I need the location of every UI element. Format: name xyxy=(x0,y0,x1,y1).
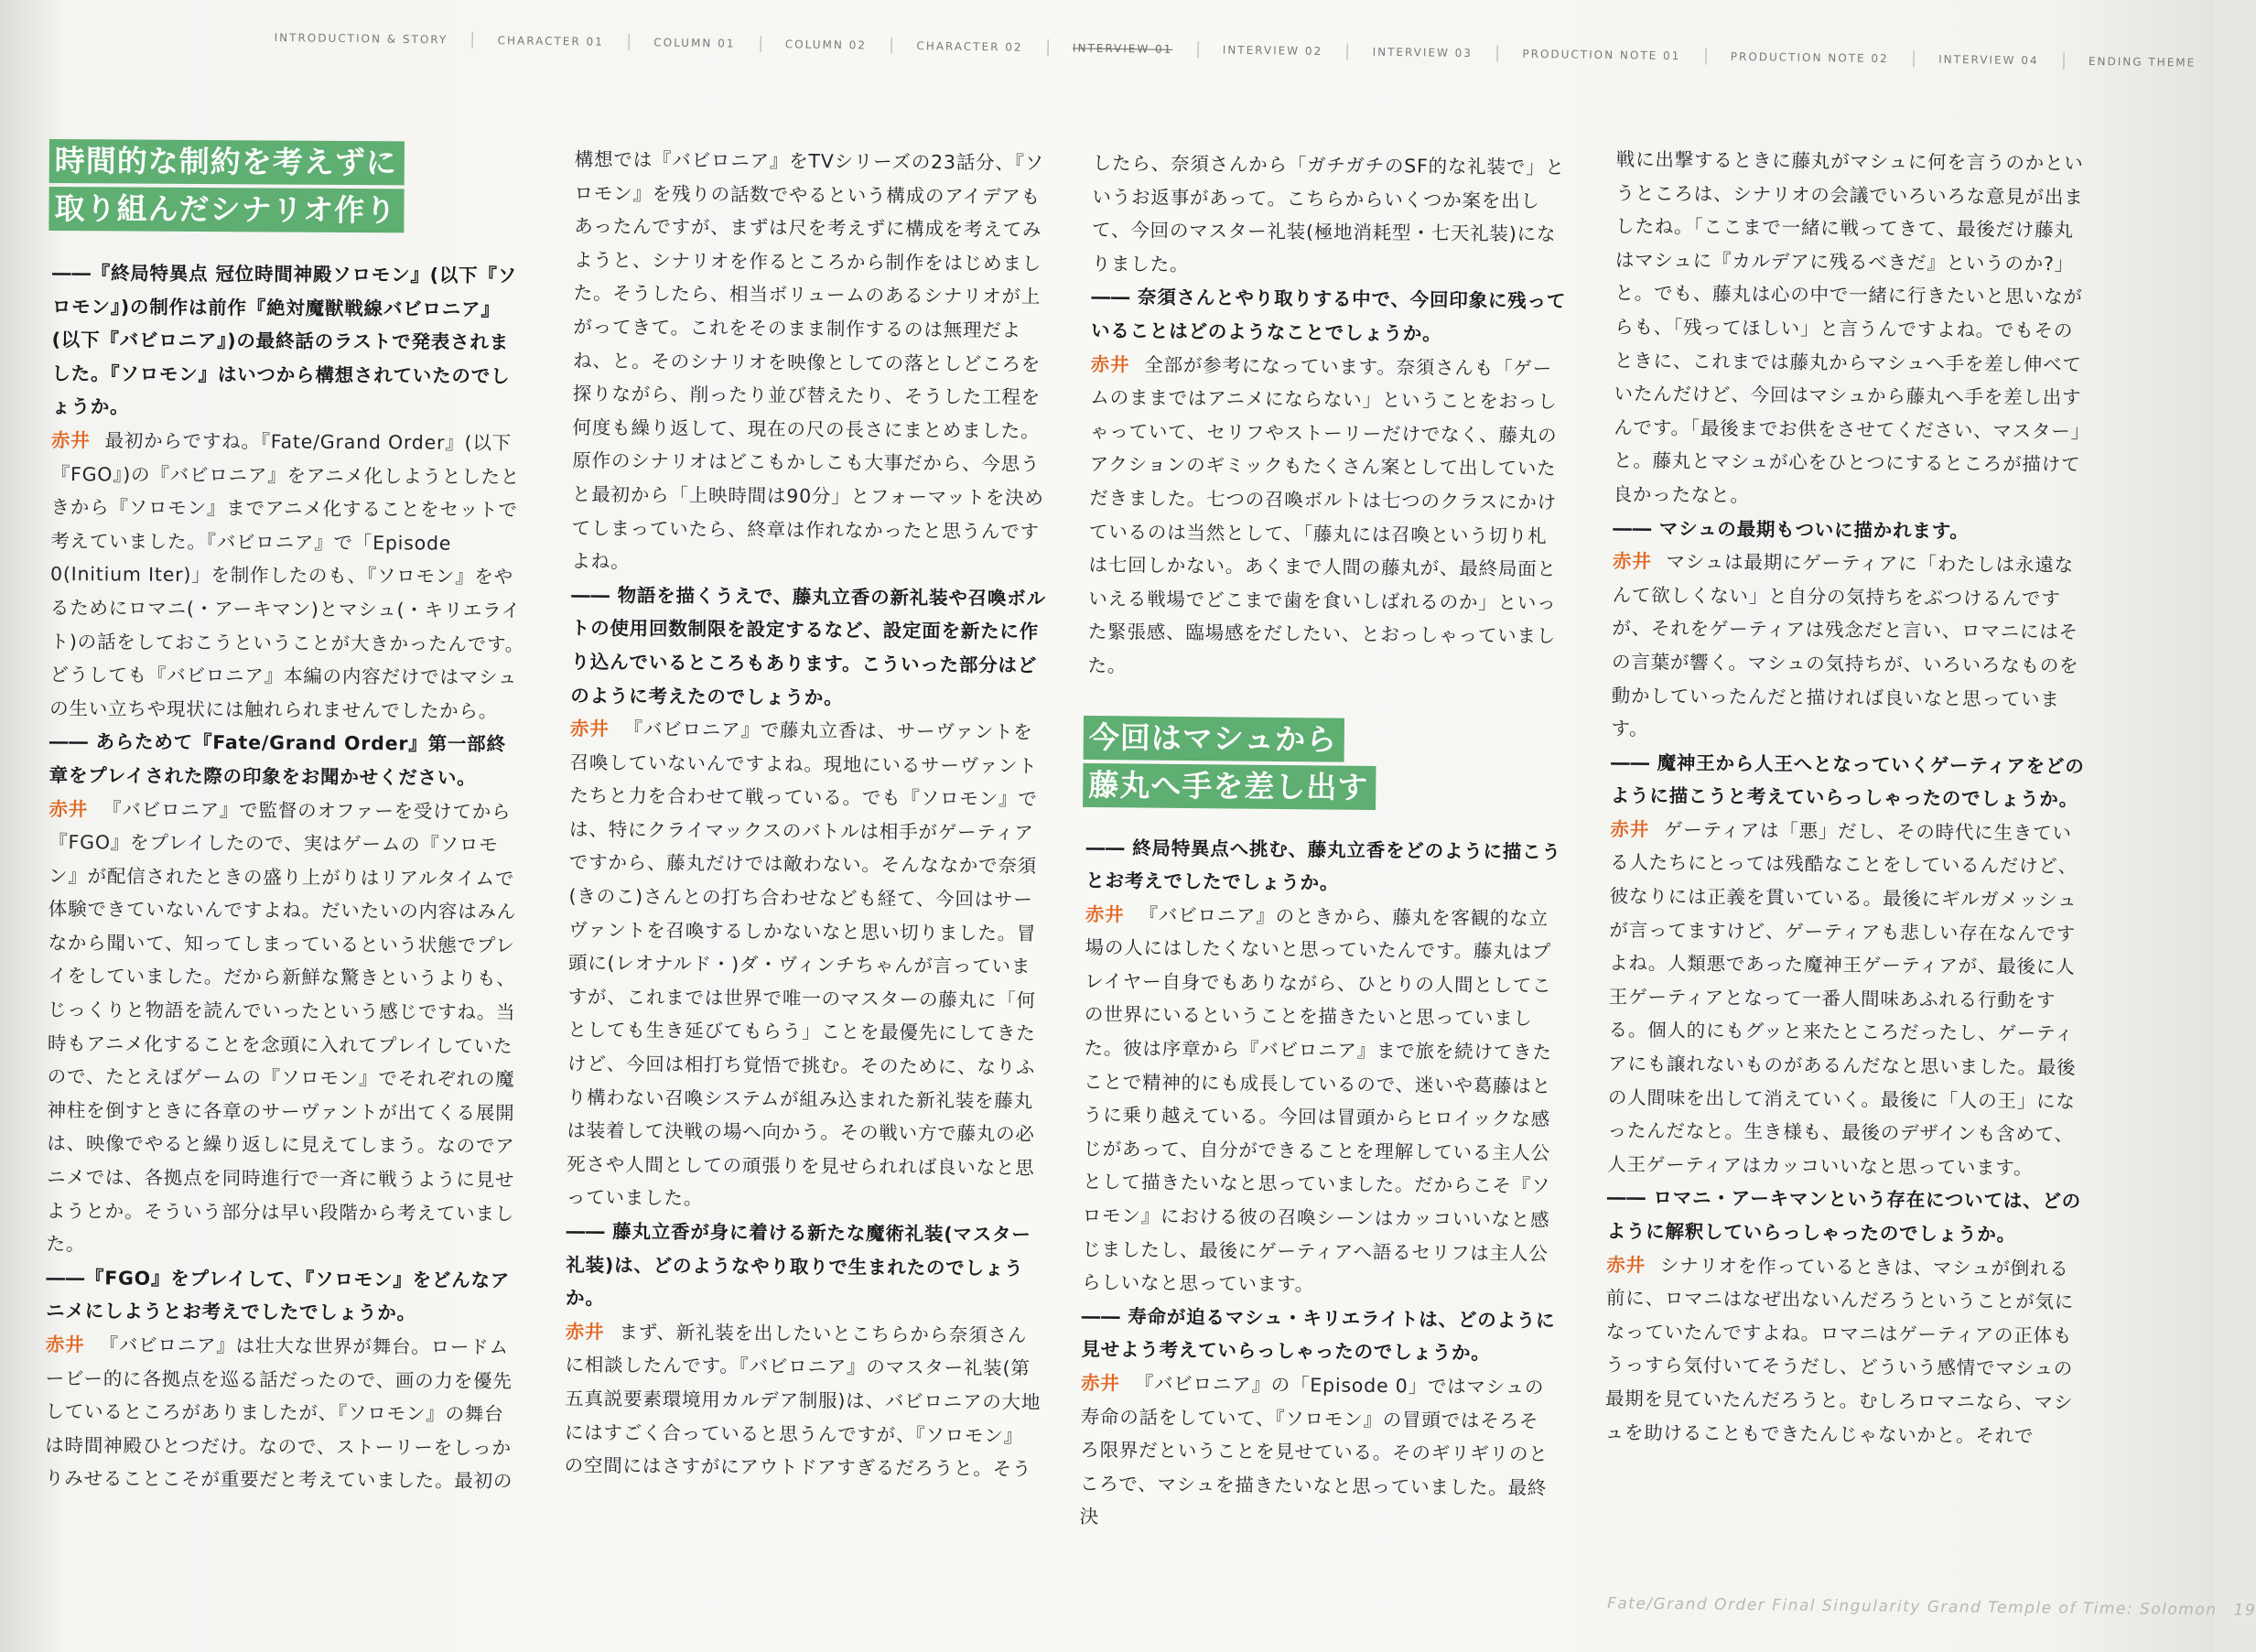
speaker-name: 赤井 xyxy=(569,718,610,740)
page-footer xyxy=(1607,1594,2256,1619)
section-headline-2 xyxy=(1083,715,1563,815)
nav-divider xyxy=(472,32,473,49)
nav-column-01[interactable]: COLUMN 01 xyxy=(653,36,736,50)
nav-character-02[interactable]: CHARACTER 02 xyxy=(916,39,1023,54)
nav-divider xyxy=(2063,53,2064,70)
answer-text: 全部が参考になっています。奈須さんも「ゲームのままではアニメにならない」ということをおっしゃっていて、セリフやストーリーだけでなく、藤丸のアクションのギミックもたくさん案として出していただきました。七つの召喚ボルトは七つのクラスにかけているのは当然として、「藤丸には召喚という切り札は七回しかない。あくまで人間の藤丸が、最終局面といえる戦場でどこまで歯を食いしばれるのか」といった緊張感、臨場感をだしたい、とおっしゃっていました。 xyxy=(1087,353,1558,677)
headline-line: 時間的な制約を考えずに xyxy=(49,139,405,185)
nav-production-note-01[interactable]: PRODUCTION NOTE 01 xyxy=(1522,47,1681,63)
speaker-name: 赤井 xyxy=(1606,1253,1646,1276)
footer-title: Fate/Grand Order Final Singularity Grand Temple of Time: Solomon xyxy=(1606,1594,2218,1620)
headline-line: 藤丸へ手を差し出す xyxy=(1083,762,1376,809)
speaker-name: 赤井 xyxy=(1090,352,1130,375)
answer-text: 『バビロニア』は壮大な世界が舞台。ロードムービー的に各拠点を巡る話だったので、画の力を優先しているところがありましたが、『ソロモン』の舞台は時間神殿ひとつだけ。なので、ストーリーをしっかりみせることこそが重要だと考えていました。最初の xyxy=(44,1333,513,1493)
nav-divider xyxy=(1347,43,1348,59)
interview-question: ―― 物語を描くうえで、藤丸立香の新礼装や召喚ボルトの使用回数制限を設定するなど、設定面を新たに作り込んでいるところもあります。こういった部分はどのように考えたのでしょうか。 xyxy=(570,583,1046,708)
interview-answer xyxy=(1607,813,2086,1185)
interview-answer xyxy=(49,424,527,729)
answer-text: まず、新礼装を出したいとこちらから奈須さんに相談したんです。『バビロニア』のマスター礼装(第五真説要素環境用カルデア制服)は、バビロニアの大地にはすごく合っていると思うんですが、『ソロモン』の空間にはさすがにアウトドアすぎるだろうと。そう xyxy=(564,1321,1042,1481)
interview-question: ――『終局特異点 冠位時間神殿ソロモン』(以下『ソロモン』)の制作は前作『絶対魔獣戦線バビロニア』(以下『バビロニア』)の最終話のラストで発表されました。『ソロモン』はいつから構想されていたのでしょうか。 xyxy=(51,261,518,418)
answer-text: マシュは最期にゲーティアに「わたしは永遠なんて欲しくない」と自分の気持ちをぶつけるんですが、それをゲーティアは残念だと言い、ロマニにはその言葉が響く。マシュの気持ちが、いろいろなものを動かしていったんだと描ければ良いなと思っています。 xyxy=(1611,550,2079,740)
nav-introduction-story[interactable]: INTRODUCTION & STORY xyxy=(274,30,448,47)
answer-text: 『バビロニア』の「Episode 0」ではマシュの寿命の話をしていて、『ソロモン』の冒頭ではそろそろ限界だということを見せている。そのギリギリのところで、マシュを描きたいなと思っていました。最終決 xyxy=(1079,1372,1549,1528)
answer-text: 『バビロニア』のときから、藤丸を客観的な立場の人にはしたくないと思っていたんです。藤丸はプレイヤー自身でもありながら、ひとりの人間としてこの世界にいるということを描きたいと思っていました。彼は序章から『バビロニア』まで旅を続けてきたことで精神的にも成長しているので、迷いや葛藤はとうに乗り越えている。今回は冒頭からヒロイックな感じがあって、自分ができることを理解している主人公として描きたいなと思っていました。だからこそ『ソロモン』における彼の召喚シーンはカッコいいなと感じましたし、最後にゲーティアへ語るセリフは主人公らしいなと思っています。 xyxy=(1081,903,1552,1296)
interview-question: ―― 藤丸立香が身に着ける新たな魔術礼装(マスター礼装)は、どのようなやり取りで生まれたのでしょうか。 xyxy=(565,1219,1031,1310)
interview-question: ―― 終局特異点へ挑む、藤丸立香をどのように描こうとお考えでしたでしょうか。 xyxy=(1085,836,1561,894)
interview-answer xyxy=(1079,1366,1557,1539)
nav-interview-01-current[interactable]: INTERVIEW 01 xyxy=(1072,41,1173,56)
interview-question: ―― 寿命が迫るマシュ・キリエライトは、どのように見せよう考えていらっしゃったのでしょうか。 xyxy=(1081,1304,1556,1365)
interview-question: ―― 魔神王から人王へとなっていくゲーティアをどのように描こうと考えていらっしゃったのでしょうか。 xyxy=(1610,750,2085,811)
nav-production-note-02[interactable]: PRODUCTION NOTE 02 xyxy=(1730,49,1889,66)
nav-divider xyxy=(628,34,629,50)
headline-line: 取り組んだシナリオ作り xyxy=(49,187,404,232)
interview-answer xyxy=(46,792,524,1263)
nav-divider xyxy=(760,36,761,52)
text-column-4 xyxy=(1605,143,2092,1453)
interview-answer xyxy=(45,1328,522,1498)
interview-question: ―― マシュの最期もついに描かれます。 xyxy=(1613,516,1970,542)
nav-divider xyxy=(891,38,892,54)
nav-divider xyxy=(1913,50,1914,67)
nav-divider xyxy=(1705,48,1706,64)
interview-question: ―― ロマニ・アーキマンという存在については、どのように解釈していらっしゃったのでしょうか。 xyxy=(1606,1186,2082,1246)
text-column-1 xyxy=(45,135,529,1498)
interview-answer xyxy=(1087,348,1566,687)
headline-line: 今回はマシュから xyxy=(1084,715,1345,761)
speaker-name: 赤井 xyxy=(565,1320,605,1344)
interview-answer xyxy=(567,712,1046,1218)
nav-interview-02[interactable]: INTERVIEW 02 xyxy=(1222,43,1323,58)
text-column-3 xyxy=(1079,146,1569,1539)
body-paragraph: 戦に出撃するときに藤丸がマシュに何を言うのかというところは、シナリオの会議でいろいろな意見が出ましたね。「ここまで一緒に戦ってきて、最後だけ藤丸はマシュに『カルデアに残るべきだ』というのか?」と。でも、藤丸は心の中で一緒に行きたいと思いながらも、「残ってほしい」と言うんですよね。でもそのときに、これまでは藤丸からマシュへ手を差し伸べていたんだけど、今回はマシュから藤丸へ手を差し出すんです。「最後までお供をさせてください、マスター」と。藤丸とマシュが心をひとつにするところが描けて良かったなと。 xyxy=(1613,147,2084,507)
text-column-2 xyxy=(565,143,1051,1486)
answer-text: ゲーティアは「悪」だし、その時代に生きている人たちにとっては残酷なことをしているんだけど、彼なりには正義を貫いている。最後にギルガメッシュが言ってますけど、ゲーティアも悲しい存在なんですよね。人類悪であった魔神王ゲーティアが、最後に人王ゲーティアとなって一番人間味あふれる行動をする。個人的にもグッと来たところだったし、ゲーティアにも譲れないものがあるんだなと思いました。最後の人間味を出して消えていく。最後に「人の王」になったんだなと。生き様も、最後のデザインも含めて、人王ゲーティアはカッコいいなと思っています。 xyxy=(1607,818,2078,1179)
nav-ending-theme[interactable]: ENDING THEME xyxy=(2088,54,2197,70)
interview-answer xyxy=(1605,1248,2083,1453)
section-nav xyxy=(274,15,2196,85)
interview-question: ―― あらためて『Fate/Grand Order』第一部終章をプレイされた際の印象をお聞かせください。 xyxy=(49,730,506,789)
nav-divider xyxy=(1497,45,1498,61)
speaker-name: 赤井 xyxy=(1085,902,1125,926)
interview-answer xyxy=(1611,545,2089,750)
speaker-name: 赤井 xyxy=(1612,550,1652,573)
body-paragraph: したら、奈須さんから「ガチガチのSF的な礼装で」というお返事があって。こちらからいくつか案を出して、今回のマスター礼装(極地消耗型・七天礼装)になりました。 xyxy=(1091,151,1565,275)
speaker-name: 赤井 xyxy=(1610,817,1650,841)
speaker-name: 赤井 xyxy=(45,1333,85,1356)
interview-question: ――『FGO』をプレイして、『ソロモン』をどんなアニメにしようとお考えでしたでしょうか。 xyxy=(46,1266,511,1324)
interview-answer xyxy=(565,1315,1042,1486)
nav-divider xyxy=(1197,41,1198,58)
answer-text: 最初からですね。『Fate/Grand Order』(以下『FGO』)の『バビロニア』をアニメ化しようとしたときから『ソロモン』までアニメ化することをセットで考えていました。『バビロニア』で「Episode 0(Initium Iter)」を制作したのも、『ソロモン』をやるためにロマニ(・アーキマン)とマシュ(・キリエライト)の話をしておこうということが大きかったんです。どうしても『バビロニア』本編の内容だけではマシュの生い立ちや現状には触れられませんでしたから。 xyxy=(49,429,525,722)
interview-question: ―― 奈須さんとやり取りする中で、今回印象に残っていることはどのようなことでしょうか。 xyxy=(1090,286,1567,345)
section-headline-1 xyxy=(49,139,529,237)
speaker-name: 赤井 xyxy=(1080,1371,1120,1395)
speaker-name: 赤井 xyxy=(50,428,91,452)
nav-interview-04[interactable]: INTERVIEW 04 xyxy=(1938,52,2039,68)
answer-text: 『バビロニア』で藤丸立香は、サーヴァントを召喚していないんですよね。現地にいるサーヴァントたちと力を合わせて戦っている。でも『ソロモン』では、特にクライマックスのバトルは相手がゲーティアですから、藤丸だけでは敵わない。そんななかで奈須(きのこ)さんとの打ち合わせなども経て、今回はサーヴァントを召喚するしかないなと思い切りました。冒頭に(レオナルド・)ダ・ヴィンチちゃんが言っていますが、これまでは世界で唯一のマスターの藤丸に「何としても生き延びてもらう」ことを最優先にしてきたけど、今回は相打ち覚悟で挑む。そのために、なりふり構わない召喚システムが組み込まれた新礼装を藤丸は装着して決戦の場へ向かう。その戦い方で藤丸の必死さや人間としての頑張りを見せられれば良いなと思っていました。 xyxy=(566,718,1038,1210)
speaker-name: 赤井 xyxy=(49,797,89,820)
nav-divider xyxy=(1047,39,1048,56)
interview-answer xyxy=(1082,898,1561,1304)
nav-column-02[interactable]: COLUMN 02 xyxy=(784,38,868,52)
nav-interview-03[interactable]: INTERVIEW 03 xyxy=(1372,45,1473,60)
answer-text: シナリオを作っているときは、マシュが倒れる前に、ロマニはなぜ出ないんだろうということが気になっていたんですよね。ロマニはゲーティアの正体もうっすら気付いてそうだし、どういう感情でマシュの最期を見ていたんだろうと。むしろロマニなら、マシュを助けることもできたんじゃないかと。それで xyxy=(1604,1254,2075,1447)
nav-character-01[interactable]: CHARACTER 01 xyxy=(497,34,604,49)
page-number: 19 xyxy=(2233,1601,2256,1620)
answer-text: 『バビロニア』で監督のオファーを受けてから『FGO』をプレイしたので、実はゲームの『ソロモン』が配信されたときの盛り上がりはリアルタイムで体験できていないんですよね。だいたいの内容はみんなから聞いて、知ってしまっているという状態でプレイをしていました。だから新鮮な驚きというよりも、じっくりと物語を読んでいったという感じですね。当時もアニメ化することを念頭に入れてプレイしていたので、たとえばゲームの『ソロモン』でそれぞれの魔神柱を倒すときに各章のサーヴァントが出てくる展開は、映像でやると繰り返しに見えてしまう。なのでアニメでは、各拠点を同時進行で一斉に戦うように見せようとか。そういう部分は早い段階から考えていました。 xyxy=(46,797,517,1256)
body-paragraph: 構想では『バビロニア』をTVシリーズの23話分、『ソロモン』を残りの話数でやるという構成のアイデアもあったんですが、まずは尺を考えずに構成を考えてみようと、シナリオを作るところから制作をはじめました。そうしたら、相当ボリュームのあるシナリオが上がってきて。これをそのまま制作するのは無理だよね、と。そのシナリオを映像としての落としどころを探りながら、削ったり並び替えたり、そうした工程を何度も繰り返して、現在の尺の長さにまとめました。原作のシナリオはどこもかしこも大事だから、今思うと最初から「上映時間は90分」とフォーマットを決めてしまっていたら、終章は作れなかったと思うんですよね。 xyxy=(571,147,1045,573)
